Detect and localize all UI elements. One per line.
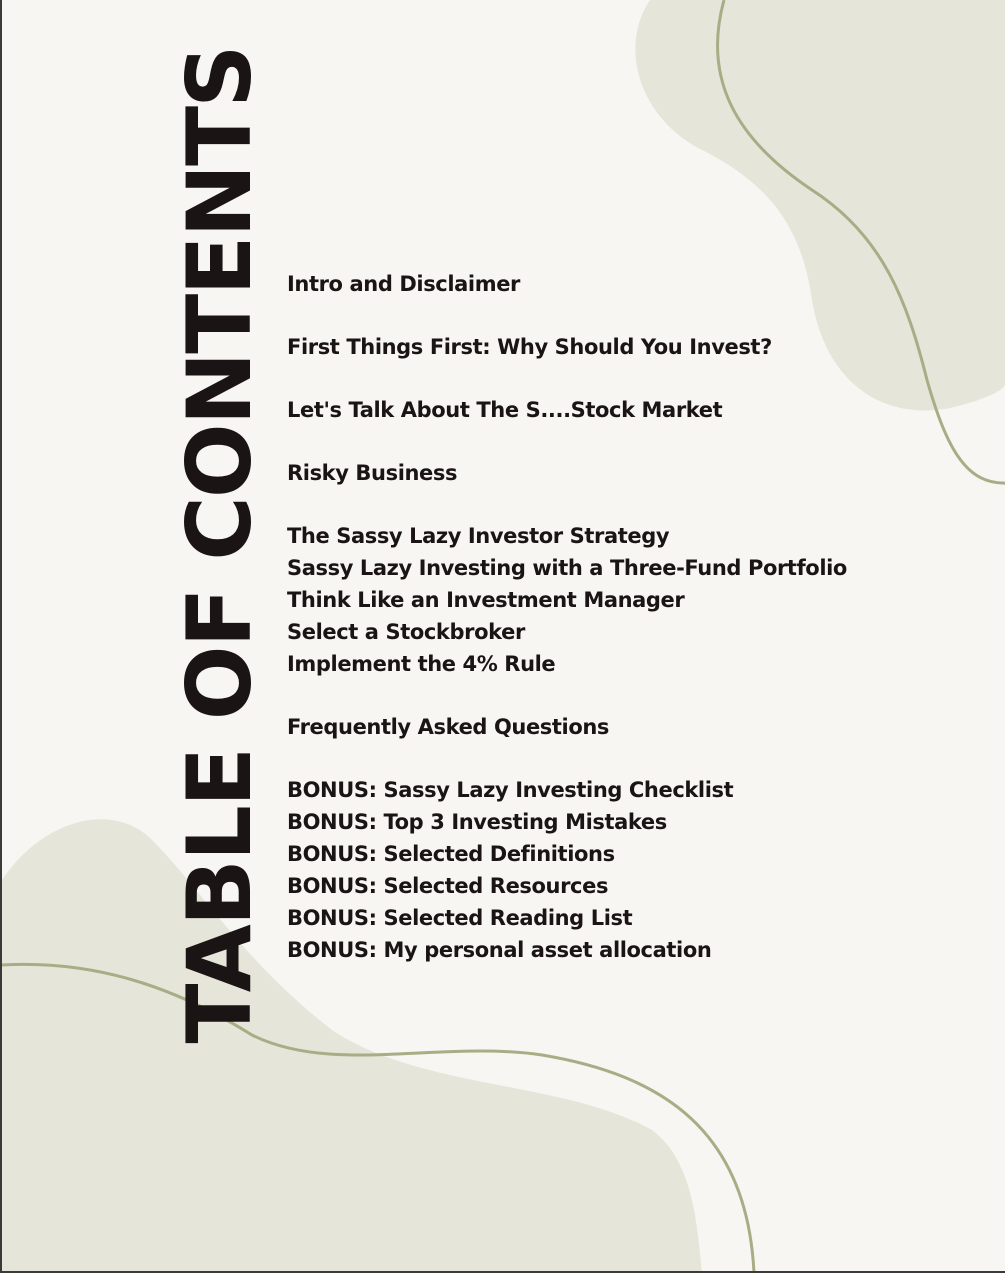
toc-group	[287, 331, 847, 363]
toc-entry: The Sassy Lazy Investor Strategy	[287, 524, 670, 548]
toc-entry: Select a Stockbroker	[287, 620, 525, 644]
toc-entry: BONUS: Selected Definitions	[287, 842, 615, 866]
toc-group-items	[287, 774, 847, 966]
toc-entry: BONUS: Top 3 Investing Mistakes	[287, 810, 667, 834]
toc-entry: First Things First: Why Should You Invest?	[287, 335, 772, 359]
toc-entry: Risky Business	[287, 461, 458, 485]
table-of-contents-list	[287, 268, 847, 997]
toc-entry: Implement the 4% Rule	[287, 652, 556, 676]
page-title: TABLE OF CONTENTS	[168, 46, 271, 1044]
toc-entry: BONUS: My personal asset allocation	[287, 938, 712, 962]
toc-entry: Intro and Disclaimer	[287, 272, 520, 296]
toc-group	[287, 774, 847, 966]
toc-entry: Frequently Asked Questions	[287, 715, 610, 739]
toc-group-items	[287, 457, 847, 489]
toc-group-items	[287, 520, 847, 680]
toc-entry: BONUS: Sassy Lazy Investing Checklist	[287, 778, 734, 802]
toc-entry: Let's Talk About The S....Stock Market	[287, 398, 723, 422]
toc-group-items	[287, 268, 847, 300]
toc-entry: BONUS: Selected Reading List	[287, 906, 633, 930]
toc-group-items	[287, 331, 847, 363]
toc-group	[287, 268, 847, 300]
toc-group-items	[287, 711, 847, 743]
toc-group-items	[287, 394, 847, 426]
toc-entry: Sassy Lazy Investing with a Three-Fund Portfolio	[287, 556, 847, 580]
toc-group	[287, 457, 847, 489]
toc-entry: Think Like an Investment Manager	[287, 588, 685, 612]
toc-group	[287, 520, 847, 680]
toc-entry: BONUS: Selected Resources	[287, 874, 609, 898]
toc-group	[287, 711, 847, 743]
toc-group	[287, 394, 847, 426]
